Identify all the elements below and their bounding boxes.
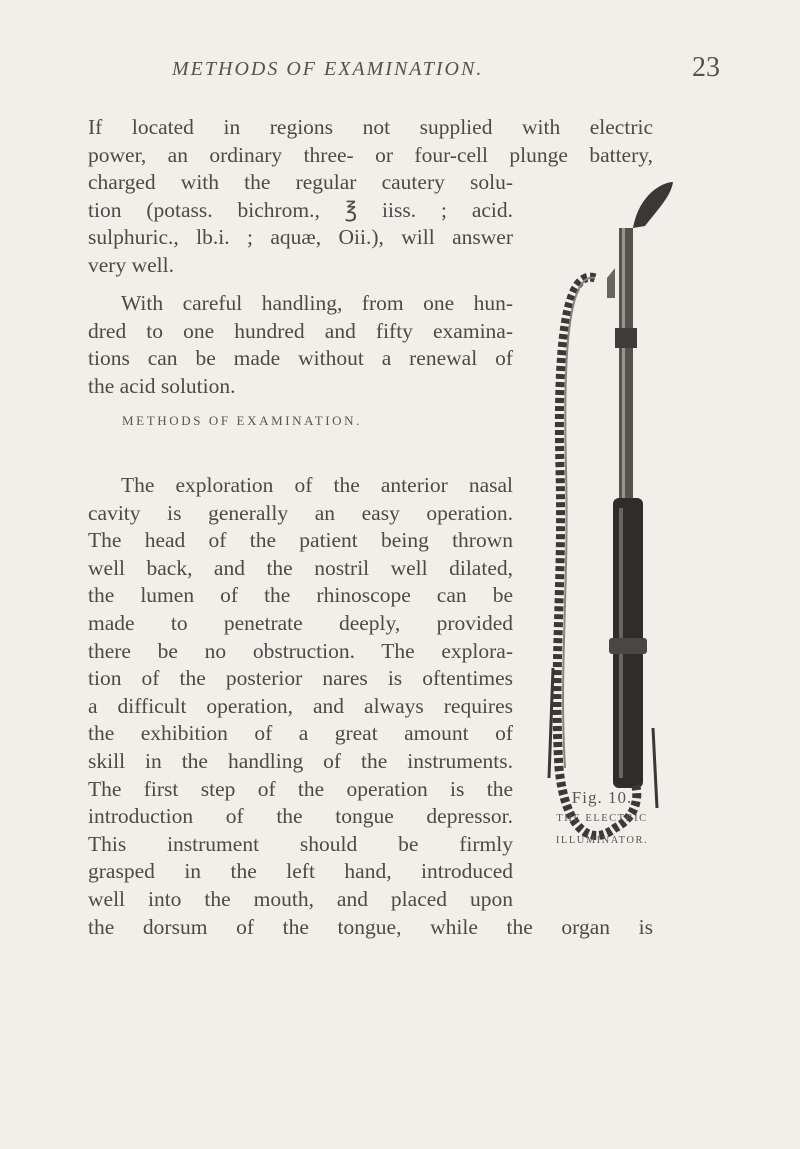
illuminator-illustration — [535, 168, 675, 868]
text-line: If located in regions not supplied with electric — [88, 115, 653, 139]
text-line: the exhibition of a great amount of — [88, 721, 513, 746]
lamp-tube-highlight — [622, 228, 625, 498]
lamp-hood — [633, 182, 673, 228]
text-line: tion (potass. bichrom., ℥ iiss. ; acid. — [88, 197, 513, 222]
text-line: introduction of the tongue depressor. — [88, 804, 513, 829]
text-line: The exploration of the anterior nasal — [121, 473, 513, 497]
text-line: there be no obstruction. The explora- — [88, 638, 513, 663]
text-line: the acid solution. — [88, 373, 236, 398]
text-line: This instrument should be firmly — [88, 831, 513, 856]
cord-plug-left — [549, 668, 553, 778]
lamp-bracket — [607, 268, 615, 298]
figure-caption — [527, 788, 677, 852]
text-line: power, an ordinary three- or four-cell plunge battery, — [88, 142, 653, 167]
lamp-collar — [615, 328, 637, 348]
text-line: The first step of the operation is the — [88, 776, 513, 801]
section-heading: METHODS OF EXAMINATION. — [122, 413, 362, 428]
handle-ring — [609, 638, 647, 654]
text-line: With careful handling, from one hun- — [121, 291, 513, 315]
page-header — [110, 50, 730, 90]
text-line: charged with the regular cautery solu- — [88, 170, 513, 195]
lamp-tube — [619, 228, 633, 498]
text-line: the lumen of the rhinoscope can be — [88, 583, 513, 608]
text-line: well back, and the nostril well dilated, — [88, 555, 513, 580]
cord-inner — [563, 278, 595, 768]
text-line: skill in the handling of the instruments. — [88, 748, 513, 773]
text-line: made to penetrate deeply, provided — [88, 610, 513, 635]
text-line: dred to one hundred and fifty examina- — [88, 318, 513, 343]
text-line: the dorsum of the tongue, while the organ is — [88, 914, 653, 939]
electric-illuminator-figure — [535, 168, 675, 868]
text-line: a difficult operation, and always requires — [88, 693, 513, 718]
figure-title-line-1: THE ELECTRIC — [556, 813, 648, 824]
text-line: The head of the patient being thrown — [88, 528, 513, 553]
page-number: 23 — [692, 52, 720, 83]
text-line: very well. — [88, 252, 174, 277]
paragraph-handling — [88, 290, 513, 400]
text-line: grasped in the left hand, introduced — [88, 859, 513, 884]
text-line: well into the mouth, and placed upon — [88, 886, 513, 911]
text-line: tion of the posterior nares is oftentimes — [88, 666, 513, 691]
text-line: sulphuric., lb.i. ; aquæ, Oii.), will answer — [88, 225, 513, 250]
figure-label: Fig. 10. — [571, 788, 633, 807]
figure-title-line-2: ILLUMINATOR. — [555, 835, 649, 846]
text-line: tions can be made without a renewal of — [88, 346, 513, 371]
text-line: cavity is generally an easy operation. — [88, 500, 513, 525]
running-head: METHODS OF EXAMINATION. — [172, 58, 484, 80]
